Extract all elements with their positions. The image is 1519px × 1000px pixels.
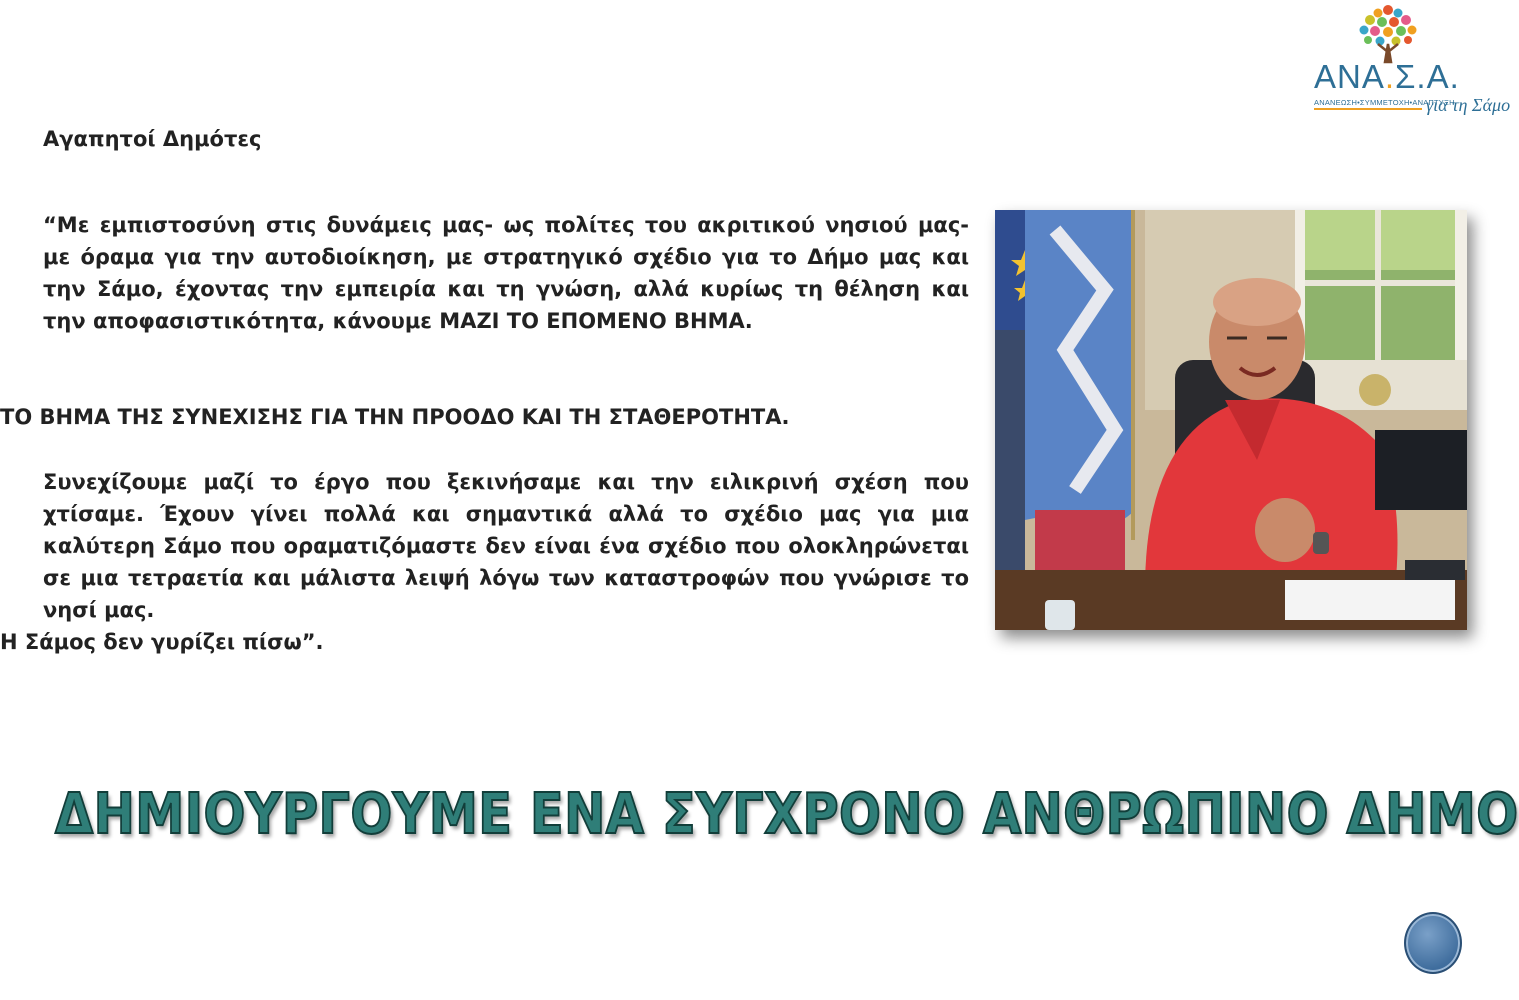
quote-paragraph: “Με εμπιστοσύνη στις δυνάμεις μας- ως πολίτες του ακριτικού νησιού μας- με όραμα για την αυτοδιοίκηση, με στρατηγικό σχέδιο για το Δήμο μας και την Σάμο, έχοντας την εμπειρία και τη γνώση, αλλά κυρίως τη θέληση και την αποφασιστικότητα, κάνουμε ΜΑΖΙ ΤΟ ΕΠΟΜΕΝΟ ΒΗΜΑ. [43, 213, 969, 333]
slide-nav-button[interactable] [1404, 912, 1462, 974]
closing-line: Η Σάμος δεν γυρίζει πίσω”. [0, 630, 324, 654]
anasa-logo [1310, 0, 1511, 130]
slogan: ΤΟ ΒΗΜΑ ΤΗΣ ΣΥΝΕΧΙΣΗΣ ΓΙΑ ΤΗΝ ΠΡΟΟΔΟ ΚΑΙ ΤΗ ΣΤΑΘΕΡΟΤΗΤΑ. [0, 405, 790, 429]
campaign-headline: ΔΗΜΙΟΥΡΓΟΥΜΕ ΕΝΑ ΣΥΓΧΡΟΝΟ ΑΝΘΡΩΠΙΝΟ ΔΗΜΟ [55, 782, 1519, 847]
logo-underline [1314, 108, 1422, 110]
body-paragraph: Συνεχίζουμε μαζί το έργο που ξεκινήσαμε και την ειλικρινή σχέση που χτίσαμε. Έχουν γίνει πολλά και σημαντικά αλλά το σχέδιο μας για μια καλύτερη Σάμο που οραματιζόμαστε δεν είναι ένα σχέδιο που ολοκληρώνεται σε μια τετραετία και μάλιστα λειψή λόγω των καταστροφών που γνώρισε το νησί μας. [43, 470, 969, 622]
logo-script-text: για τη Σάμο [1426, 95, 1511, 115]
logo-tagline: ΑΝΑΝΕΩΣΗ•ΣΥΜΜΕΤΟΧΗ•ΑΝΑΠΤΥΞΗ [1314, 98, 1455, 107]
office-scene-image [995, 210, 1467, 630]
logo-wordmark: ΑΝΑ.Σ.Α. [1314, 58, 1460, 95]
greeting: Αγαπητοί Δημότες [43, 127, 262, 151]
mayor-photo [995, 210, 1467, 630]
